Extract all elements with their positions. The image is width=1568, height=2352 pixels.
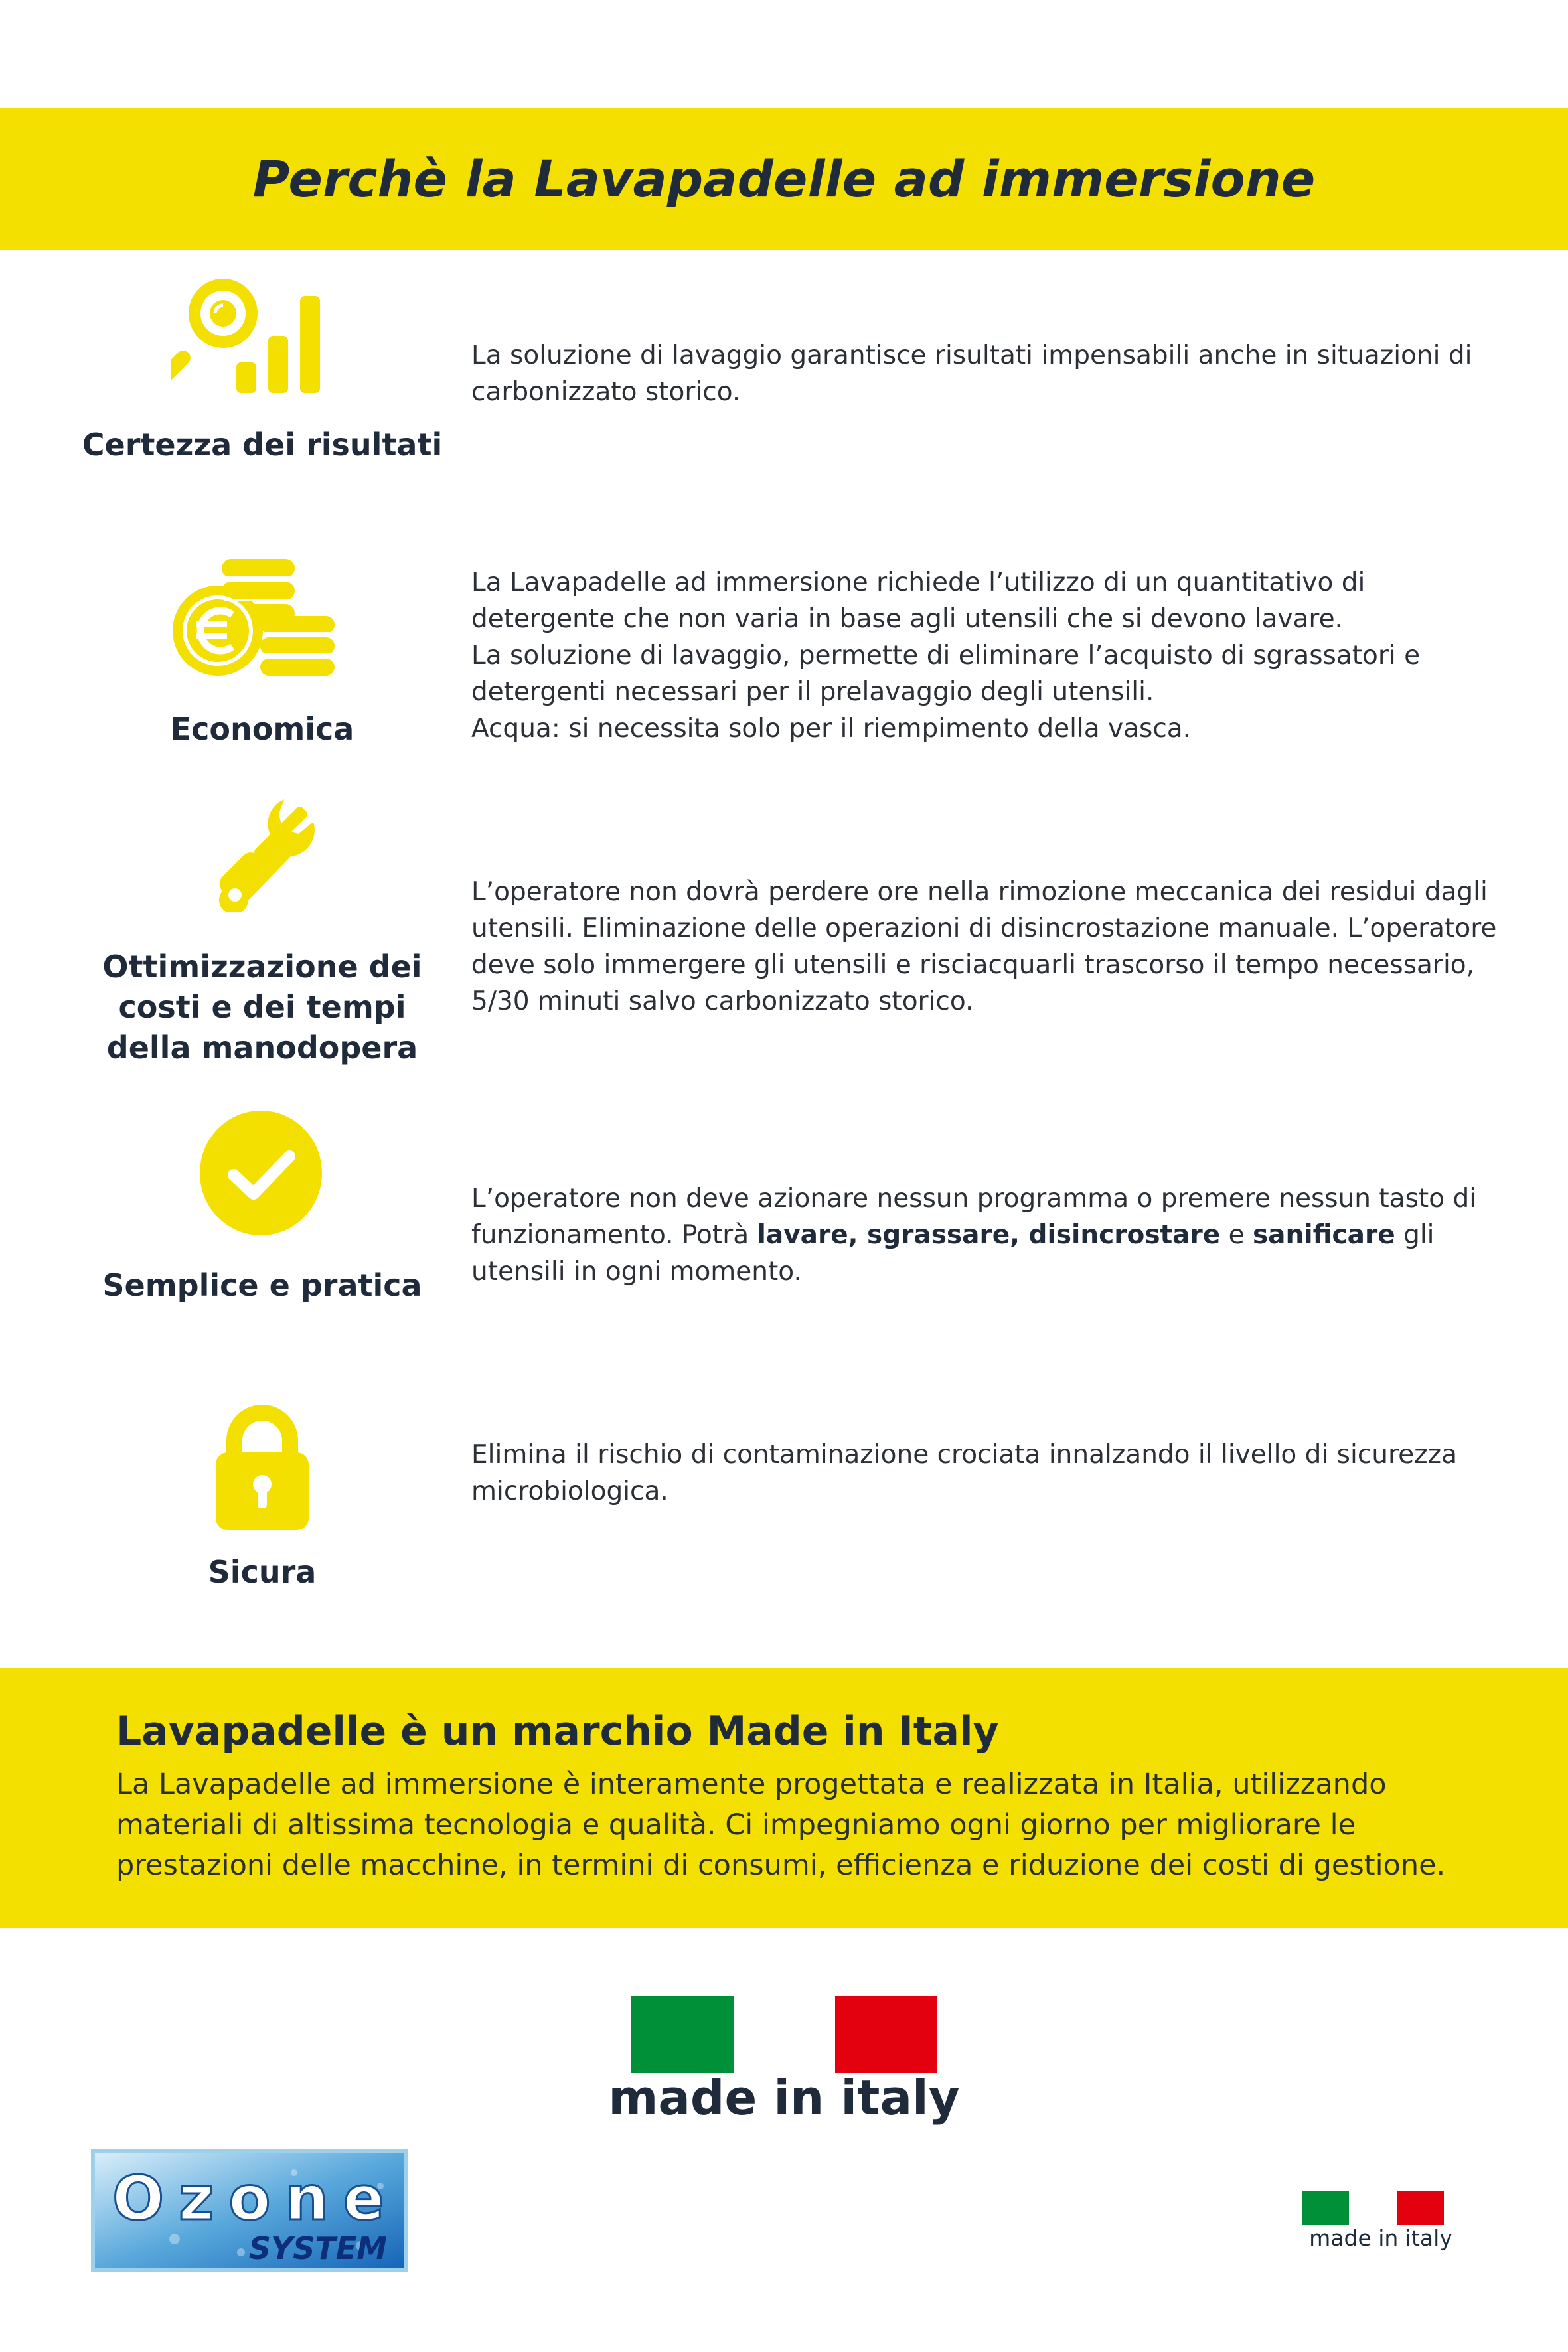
feature-description-ottimizzazione [471, 874, 1507, 1020]
euro-coins-icon [170, 558, 336, 676]
description-paragraph: La soluzione di lavaggio, permette di eliminare l’acquisto di sgrassatori e detergenti necessari per il prelavaggio degli utensili. [471, 641, 1421, 707]
made-in-italy-text: La Lavapadelle ad immersione è interamente progettata e realizzata in Italia, utilizzando materiali di altissima tecnologia e qualità. Ci impegniamo ogni giorno per migliorare le prestazioni delle macchine, in termini di consumi, efficienza e riduzione dei costi di gestione. [116, 1768, 1446, 1882]
padlock-icon [216, 1401, 309, 1530]
feature-description-semplice [471, 1180, 1507, 1290]
description-text: L’operatore non deve azionare nessun programma o premere nessun tasto di funzionamento. Potrà [471, 1184, 1477, 1250]
description-paragraph: Acqua: si necessita solo per il riempimento della vasca. [471, 714, 1192, 744]
page-title: Perchè la Lavapadelle ad immersione [252, 149, 1316, 208]
description-paragraph: Elimina il rischio di contaminazione crociata innalzando il livello di sicurezza microbiologica. [471, 1440, 1457, 1506]
ozone-system-logo [91, 2149, 408, 2272]
made-in-italy-badge-label: made in italy [608, 2070, 960, 2126]
made-in-italy-band [0, 1668, 1568, 1928]
flag-red-block [835, 1996, 937, 2073]
description-paragraph: L’operatore non dovrà perdere ore nella rimozione meccanica dei residui dagli utensili. Eliminazione delle operazioni di disincrostazione manuale. L’operatore deve solo immergere gli utensili e risciacquarli trascorso il tempo necessario, 5/30 minuti salvo carbonizzato storico. [471, 877, 1497, 1016]
made-in-italy-title: Lavapadelle è un marchio Made in Italy [116, 1708, 999, 1755]
small-flag-green-block [1302, 2191, 1349, 2225]
feature-description-sicura [471, 1437, 1507, 1510]
small-made-in-italy-label: made in italy [1309, 2225, 1452, 2251]
description-emphasis: lavare, sgrassare, disincrostare [757, 1220, 1221, 1250]
search-chart-icon [171, 277, 323, 396]
description-paragraph: La Lavapadelle ad immersione richiede l’utilizzo di un quantitativo di detergente che non varia in base agli utensili che si devono lavare. [471, 568, 1366, 634]
logo-word-system: SYSTEM [248, 2231, 387, 2266]
small-flag-red-block [1397, 2191, 1444, 2225]
logo-word-ozone: Ozone [112, 2163, 384, 2234]
feature-label-sicura: Sicura [208, 1554, 317, 1590]
title-band [0, 108, 1568, 250]
feature-label-semplice: Semplice e pratica [102, 1267, 422, 1303]
feature-description-certezza [471, 337, 1507, 410]
description-emphasis: sanificare [1252, 1220, 1395, 1250]
feature-label-certezza: Certezza dei risultati [82, 427, 443, 463]
tools-icon [206, 795, 315, 912]
feature-label-ottimizzazione: Ottimizzazione dei costi e dei tempi della manodopera [102, 949, 422, 1065]
flag-green-block [631, 1996, 734, 2073]
description-paragraph: La soluzione di lavaggio garantisce risultati impensabili anche in situazioni di carbonizzato storico. [471, 341, 1472, 407]
checkmark-circle-icon [199, 1110, 323, 1236]
description-text: gli utensili in ogni momento. [471, 1220, 1435, 1287]
feature-label-economica: Economica [170, 711, 354, 747]
description-text: e [1220, 1220, 1253, 1250]
description-paragraph [471, 1180, 1507, 1290]
feature-description-economica [471, 564, 1507, 747]
